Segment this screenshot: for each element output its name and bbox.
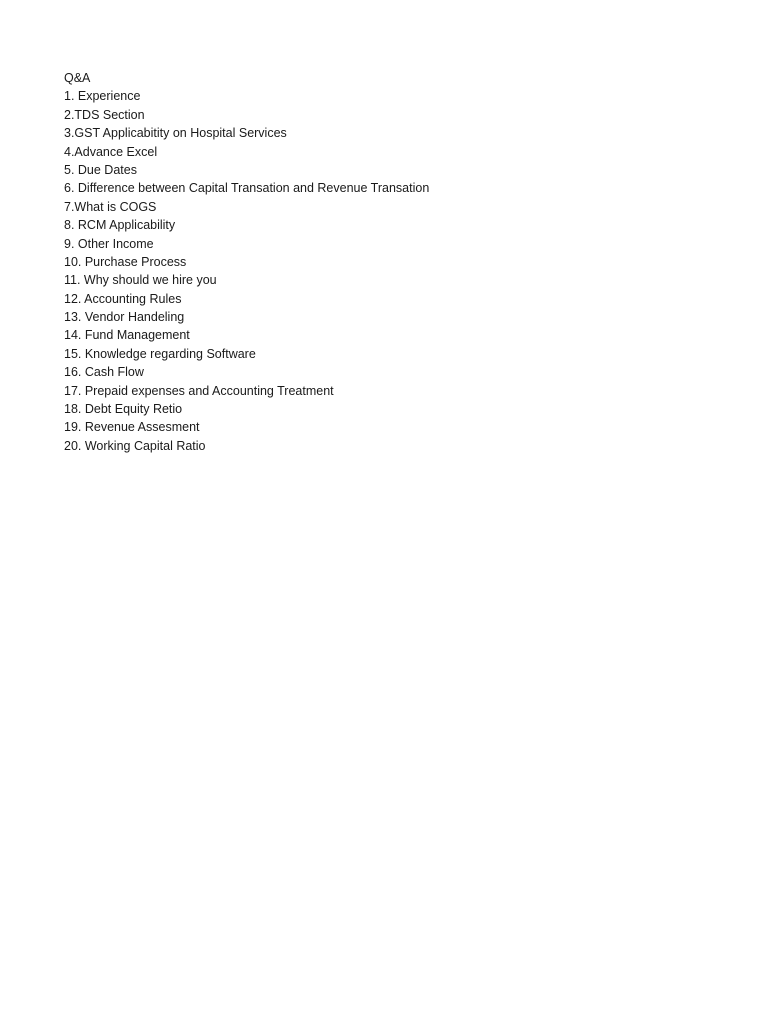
list-item: 14. Fund Management (64, 328, 190, 343)
list-item: 17. Prepaid expenses and Accounting Treatment (64, 383, 334, 398)
list-item: 4.Advance Excel (64, 144, 158, 159)
list-item: 9. Other Income (64, 236, 154, 251)
document-title: Q&A (64, 71, 91, 85)
list-item: 12. Accounting Rules (64, 291, 182, 306)
list-item: 15. Knowledge regarding Software (64, 346, 256, 361)
list-item: 5. Due Dates (64, 162, 137, 177)
list-item: 10. Purchase Process (64, 254, 187, 269)
list-item: 19. Revenue Assesment (64, 420, 200, 435)
list-item: 11. Why should we hire you (64, 273, 217, 288)
list-item: 8. RCM Applicability (64, 218, 176, 233)
list-item: 20. Working Capital Ratio (64, 438, 206, 453)
list-item: 3.GST Applicabitity on Hospital Services (64, 126, 287, 141)
list-item: 13. Vendor Handeling (64, 310, 185, 325)
list-item: 1. Experience (64, 89, 141, 104)
list-item: 18. Debt Equity Retio (64, 402, 183, 417)
document-content (64, 69, 704, 455)
list-item: 7.What is COGS (64, 199, 157, 214)
list-item: 6. Difference between Capital Transation and Revenue Transation (64, 181, 430, 196)
list-item: 16. Cash Flow (64, 365, 144, 380)
list-item: 2.TDS Section (64, 107, 145, 122)
